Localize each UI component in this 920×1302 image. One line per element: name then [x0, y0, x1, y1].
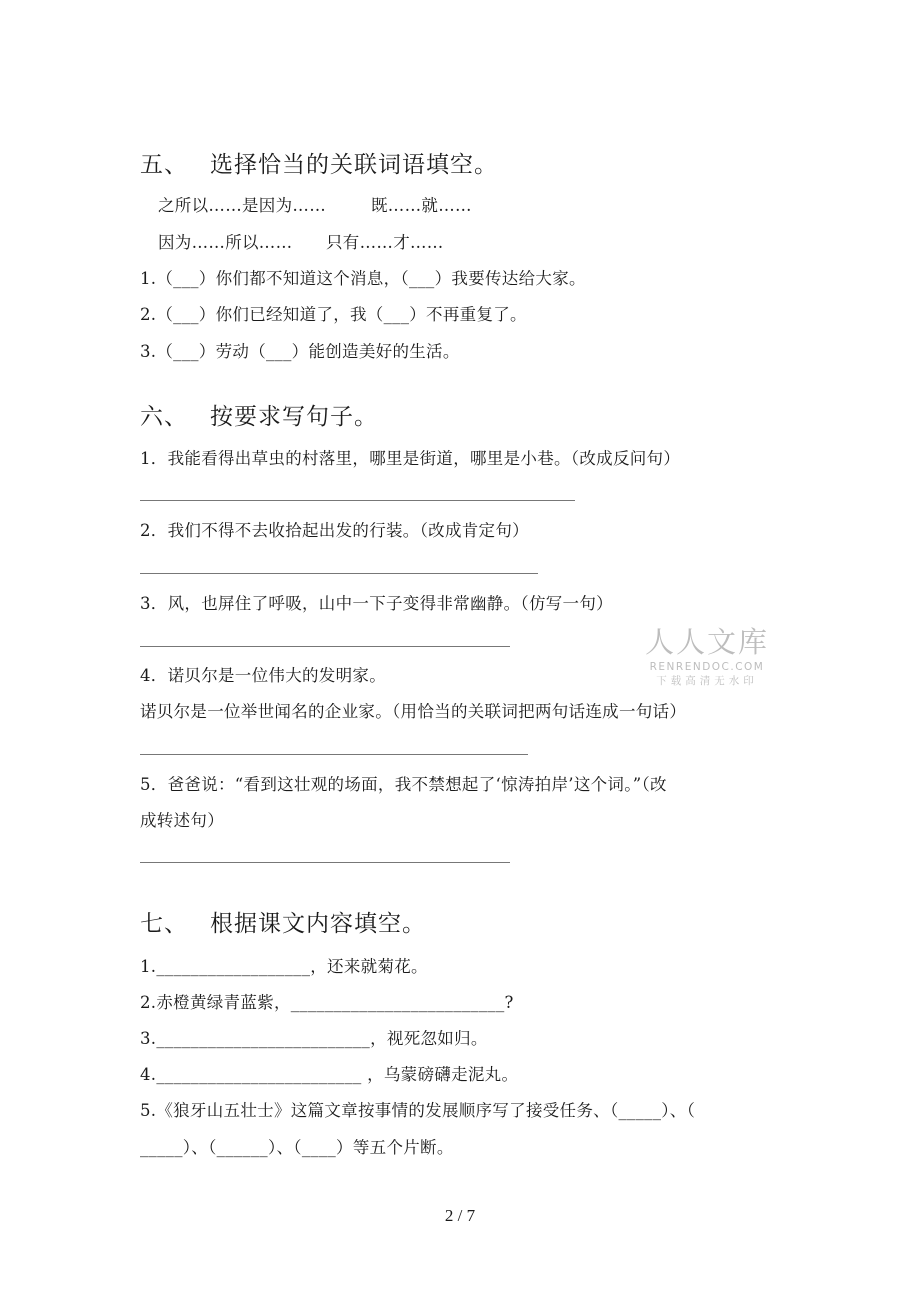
section5-heading — [140, 146, 498, 179]
section5-options-row2-b: 只有……才…… — [326, 233, 444, 252]
section6-item-4a: 4．诺贝尔是一位伟大的发明家。 — [140, 666, 386, 685]
section6-item-5b: 成转述句） — [140, 811, 224, 830]
section5-options-row1-a: 之所以……是因为…… — [158, 196, 326, 215]
section7-item-1: 1.__________________，还来就菊花。 — [140, 957, 428, 976]
answer-line-3[interactable] — [140, 646, 510, 647]
section6-item-1: 1．我能看得出草虫的村落里，哪里是街道，哪里是小巷。（改成反问句） — [140, 449, 681, 468]
section6-item-5a: 5．爸爸说：“看到这壮观的场面，我不禁想起了‘惊涛拍岸’这个词。”（改 — [140, 775, 667, 794]
answer-line-4[interactable] — [140, 754, 528, 755]
watermark-url: RENRENDOC.COM — [649, 661, 765, 673]
section6-heading-text: 按要求写句子。 — [210, 404, 378, 430]
section5-item-1: 1.（___）你们都不知道这个消息，（___）我要传达给大家。 — [140, 269, 586, 288]
section5-item-2: 2.（___）你们已经知道了，我（___）不再重复了。 — [140, 305, 527, 324]
section6-heading-number: 六、 — [140, 404, 188, 430]
section7-heading-number: 七、 — [140, 911, 188, 937]
section6-item-3: 3．风，也屏住了呼吸，山中一下子变得非常幽静。（仿写一句） — [140, 594, 613, 613]
section5-options-row2-a: 因为……所以…… — [158, 233, 293, 252]
section7-item-5a: 5.《狼牙山五壮士》这篇文章按事情的发展顺序写了接受任务、（_____）、（ — [140, 1101, 696, 1120]
watermark — [642, 620, 772, 688]
section6-heading — [140, 398, 378, 431]
answer-line-2[interactable] — [140, 573, 538, 574]
section6-item-4b: 诺贝尔是一位举世闻名的企业家。（用恰当的关联词把两句话连成一句话） — [140, 702, 687, 721]
page-number: 2 / 7 — [444, 1206, 476, 1225]
answer-line-1[interactable] — [140, 500, 575, 501]
section7-item-4: 4.________________________ ，乌蒙磅礴走泥丸。 — [140, 1065, 519, 1084]
section7-heading-text: 根据课文内容填空。 — [210, 911, 426, 937]
watermark-tagline: 下载高清无水印 — [656, 675, 758, 687]
section7-heading — [140, 905, 426, 938]
section7-item-3: 3._________________________，视死忽如归。 — [140, 1029, 488, 1048]
answer-line-5[interactable] — [140, 862, 510, 863]
section5-heading-number: 五、 — [140, 152, 188, 178]
section5-item-3: 3.（___）劳动（___）能创造美好的生活。 — [140, 342, 460, 361]
section7-item-2: 2.赤橙黄绿青蓝紫，_________________________? — [140, 993, 514, 1012]
watermark-title: 人人文库 — [644, 625, 769, 659]
section5-options-row1-b: 既……就…… — [371, 196, 472, 215]
section5-heading-text: 选择恰当的关联词语填空。 — [210, 152, 498, 178]
section6-item-2: 2．我们不得不去收拾起出发的行装。（改成肯定句） — [140, 521, 529, 540]
section7-item-5b: _____）、（______）、（____）等五个片断。 — [140, 1138, 454, 1157]
